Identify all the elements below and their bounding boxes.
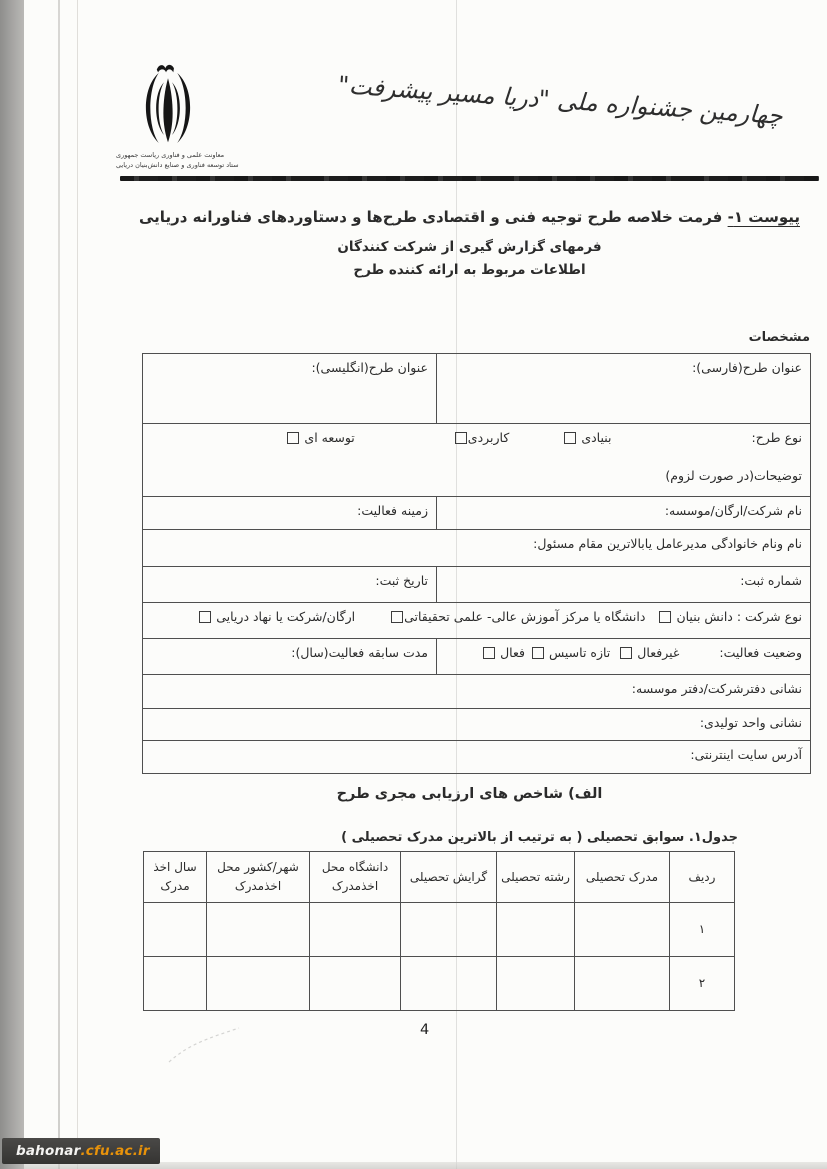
option-inactive-label: غیرفعال — [637, 645, 680, 660]
row-number-cell: ۱ — [670, 903, 735, 957]
table-row — [143, 603, 811, 639]
field-project-title-en: عنوان طرح(انگلیسی): — [143, 354, 437, 424]
empty-cell — [401, 903, 497, 957]
empty-cell — [310, 903, 401, 957]
empty-cell — [575, 903, 670, 957]
field-activity-duration: مدت سابقه فعالیت(سال): — [143, 639, 437, 675]
field-company-type — [143, 603, 811, 639]
checkbox-university[interactable] — [391, 611, 403, 623]
field-activity-status — [437, 639, 811, 675]
watermark-badge — [2, 1138, 160, 1164]
logo-caption-line2: ستاد توسعه فناوری و صنایع دانش‌بنیان دریایی — [116, 161, 239, 170]
pencil-scribble-artifact — [164, 1022, 244, 1067]
empty-cell — [310, 957, 401, 1011]
organization-logo — [116, 62, 239, 170]
project-type-label: نوع طرح: — [751, 430, 802, 445]
page-edge-shadow-thin — [77, 0, 78, 1169]
table-row — [144, 957, 735, 1011]
empty-cell — [575, 957, 670, 1011]
col-header-row-number: ردیف — [670, 852, 735, 903]
option-marine-org-label: ارگان/شرکت یا نهاد دریایی — [216, 609, 356, 624]
checkbox-inactive[interactable] — [620, 647, 632, 659]
col-header-degree: مدرک تحصیلی — [575, 852, 670, 903]
col-header-field-of-study: رشته تحصیلی — [497, 852, 575, 903]
checkbox-applied[interactable] — [455, 432, 467, 444]
page-number: 4 — [420, 1022, 430, 1038]
option-newly-established-label: تازه تاسیس — [548, 645, 611, 660]
empty-cell — [497, 957, 575, 1011]
table-row — [144, 903, 735, 957]
col-header-university: دانشگاه محل اخذمدرک — [310, 852, 401, 903]
option-fundamental-label: بنیادی — [581, 430, 612, 445]
table-row — [143, 741, 811, 774]
appendix-title — [120, 208, 819, 226]
checkbox-marine-org[interactable] — [199, 611, 211, 623]
specifications-table — [142, 353, 811, 774]
empty-cell — [144, 957, 207, 1011]
table-row — [143, 354, 811, 424]
project-type-note: توضیحات(در صورت لزوم) — [665, 468, 802, 484]
table-row — [143, 567, 811, 603]
activity-status-label: وضعیت فعالیت: — [719, 645, 802, 660]
appendix-title-prefix: پیوست ۱- — [727, 208, 800, 226]
option-developmental-label: توسعه ای — [304, 430, 355, 445]
checkbox-fundamental[interactable] — [564, 432, 576, 444]
field-office-address: نشانی دفترشرکت/دفتر موسسه: — [143, 675, 811, 709]
table-header-row — [144, 852, 735, 903]
field-project-title-fa: عنوان طرح(فارسی): — [437, 354, 811, 424]
education-records-table — [143, 851, 735, 1011]
checkbox-knowledge-based[interactable] — [659, 611, 671, 623]
education-table-caption: جدول۱. سوابق تحصیلی ( به ترتیب از بالاترین مدرک تحصیلی ) — [341, 830, 738, 845]
field-activity-field: زمینه فعالیت: — [143, 497, 437, 530]
option-applied-label: کاربردی — [467, 430, 510, 445]
section-a-heading: الف) شاخص های ارزیابی مجری طرح — [336, 786, 603, 802]
document-titles — [120, 208, 819, 278]
iran-emblem-icon — [135, 62, 201, 150]
field-website-address: آدرس سایت اینترنتی: — [143, 741, 811, 774]
col-header-city-country: شهر/کشور محل اخذمدرک — [207, 852, 310, 903]
field-production-address: نشانی واحد تولیدی: — [143, 709, 811, 741]
checkbox-newly-established[interactable] — [532, 647, 544, 659]
table-row — [143, 497, 811, 530]
watermark-site-name: bahonar — [16, 1142, 81, 1159]
company-type-label: نوع شرکت : دانش بنیان — [676, 609, 802, 624]
empty-cell — [207, 903, 310, 957]
field-company-name: نام شرکت/ارگان/موسسه: — [437, 497, 811, 530]
option-active-label: فعال — [500, 645, 525, 660]
table-row — [143, 709, 811, 741]
row-number-cell: ۲ — [670, 957, 735, 1011]
option-university-label: دانشگاه یا مرکز آموزش عالی- علمی تحقیقاتی — [404, 609, 646, 624]
header-divider-rule — [120, 176, 819, 181]
logo-caption-line1: معاونت علمی و فناوری ریاست جمهوری — [116, 151, 225, 159]
appendix-title-rest: فرمت خلاصه طرح توجیه فنی و اقتصادی طرح‌ها و دستاوردهای فناورانه دریایی — [139, 208, 728, 226]
scanner-edge-strip — [0, 0, 24, 1169]
field-project-type — [143, 424, 811, 497]
subtitle-report-forms: فرمهای گزارش گیری از شرکت کنندگان — [337, 239, 602, 255]
table-row — [143, 530, 811, 567]
field-ceo-name: نام ونام خانوادگی مدیرعامل یابالاترین مقام مسئول: — [143, 530, 811, 567]
empty-cell — [144, 903, 207, 957]
subtitle-presenter-info: اطلاعات مربوط به ارائه کننده طرح — [353, 262, 586, 278]
empty-cell — [207, 957, 310, 1011]
table-row — [143, 424, 811, 497]
field-registration-date: تاریخ ثبت: — [143, 567, 437, 603]
col-header-year-obtained: سال اخذ مدرک — [144, 852, 207, 903]
specifications-label: مشخصات — [748, 330, 810, 345]
paper-page — [24, 0, 827, 1169]
col-header-specialization: گرایش تحصیلی — [401, 852, 497, 903]
checkbox-developmental[interactable] — [287, 432, 299, 444]
empty-cell — [401, 957, 497, 1011]
page-edge-shadow — [58, 0, 60, 1169]
table-row — [143, 639, 811, 675]
field-registration-number: شماره ثبت: — [437, 567, 811, 603]
empty-cell — [497, 903, 575, 957]
watermark-site-domain: .cfu.ac.ir — [80, 1142, 150, 1159]
table-row — [143, 675, 811, 709]
checkbox-active[interactable] — [483, 647, 495, 659]
festival-calligraphy-title: چهارمین جشنواره ملی "دریا مسیر پیشرفت" — [337, 70, 784, 130]
